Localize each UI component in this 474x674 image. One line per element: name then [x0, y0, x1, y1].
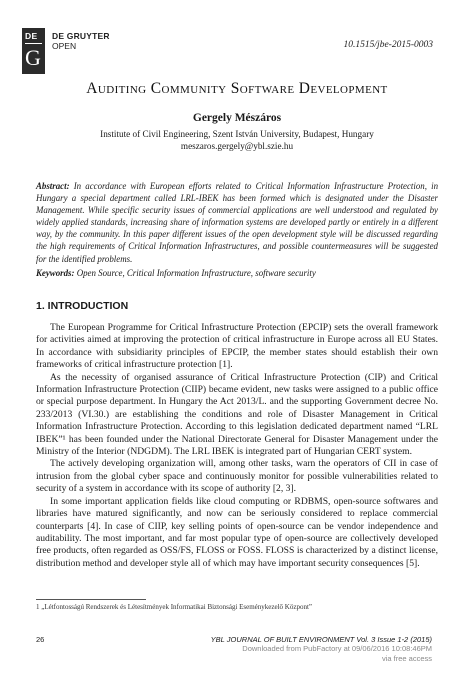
publisher-name-block: [52, 31, 110, 51]
footnote: 1 „Létfontosságú Rendszerek és Létesítmények Informatikai Biztonsági Eseménykezelő Központ”: [36, 603, 313, 611]
affiliation-email: meszaros.gergely@ybl.szie.hu: [180, 141, 294, 151]
keywords-label: Keywords:: [36, 268, 75, 278]
footnote-divider: [36, 599, 146, 600]
paragraph: In some important application fields like cloud computing or RDBMS, open-source softwares and libraries have matured significantly, and now can be seriously considered to replace commercial counterparts [4]. In case of CIIP, key selling points of open-source can be vendor independence and auditability. The most important, and far most popular type of open-source are collectively developed free products, often regarded as OSS/FS, FLOSS or FOSS. FLOSS is characterized by a distinct license, distribution method and developer style all of which may have important security consequences [5].: [36, 495, 438, 569]
download-stamp: Downloaded from PubFactory at 09/06/2016 10:08:46PM: [242, 644, 432, 653]
author-name: Gergely Mészáros: [192, 112, 282, 124]
affiliation-institution: Institute of Civil Engineering, Szent István University, Budapest, Hungary: [100, 129, 374, 139]
logo-divider: [25, 43, 42, 44]
logo-de-text: DE: [25, 31, 38, 41]
keywords-text: Open Source, Critical Information Infrastructure, software security: [76, 268, 316, 278]
section-heading: 1. INTRODUCTION: [36, 300, 129, 312]
abstract: [36, 180, 438, 265]
keywords: [36, 268, 438, 278]
doi: 10.1515/jbe-2015-0003: [343, 40, 433, 50]
affiliation: [0, 128, 474, 152]
page-number: 26: [36, 635, 45, 644]
paragraph: The actively developing organization will, among other tasks, warn the operators of CII in case of intrusion from the global cyber space and continuously monitor for possible vulnerabilities related to security of a system in accordance with its scope of authority [2, 3].: [36, 458, 438, 495]
access-stamp: via free access: [381, 654, 432, 663]
body-text: [36, 322, 438, 570]
logo-g-letter: G: [25, 45, 41, 70]
abstract-label: Abstract:: [36, 181, 70, 191]
paper-title: Auditing Community Software Development: [86, 80, 388, 97]
paragraph: As the necessity of organised assurance of Critical Infrastructure Protection (CIP) and Critical Information Infrastructure Protection (CIIP) became evident, new tasks were assigned to a public office or special purpose department. In Hungary the Act 2013/L. and the supporting Government decree No. 233/2013 (VI.30.) are establishing the conditions and role of Disaster Management in Critical Information Infrastructure Protection. According to this legislation dedicated department named “LRL IBEK”¹ has been founded under the National Directorate General for Disaster Management under the Ministry of the Interior (NDGDM). The LRL IBEK is integrated part of Hungarian CERT system.: [36, 371, 438, 458]
publisher-sub: OPEN: [52, 41, 77, 51]
publisher-logo: [22, 28, 45, 74]
journal-citation: YBL JOURNAL OF BUILT ENVIRONMENT Vol. 3 Issue 1-2 (2015): [210, 635, 432, 644]
paragraph: The European Programme for Critical Infrastructure Protection (EPCIP) sets the overall framework for activities aimed at improving the protection of critical infrastructure in Europe across all EU States. In accordance with subsidiarity principles of EPCIP, the member states should establish their own frameworks of critical infrastructure protection [1].: [36, 322, 438, 371]
abstract-text: In accordance with European efforts related to Critical Information Infrastructure Protection, in Hungary a special department called LRL-IBEK has been formed which is designated under the Disaster Management. While specific security issues of commercial applications are well understood and regulated by widely applied standards, increasing share of information systems are developed partly or entirely in a different way, by the community. In this paper different issues of the open development style will be discussed regarding the high requirements of Critical Information Infrastructures, and possible countermeasures will be suggested for the identified problems.: [36, 181, 439, 264]
publisher-name: DE GRUYTER: [52, 31, 110, 41]
